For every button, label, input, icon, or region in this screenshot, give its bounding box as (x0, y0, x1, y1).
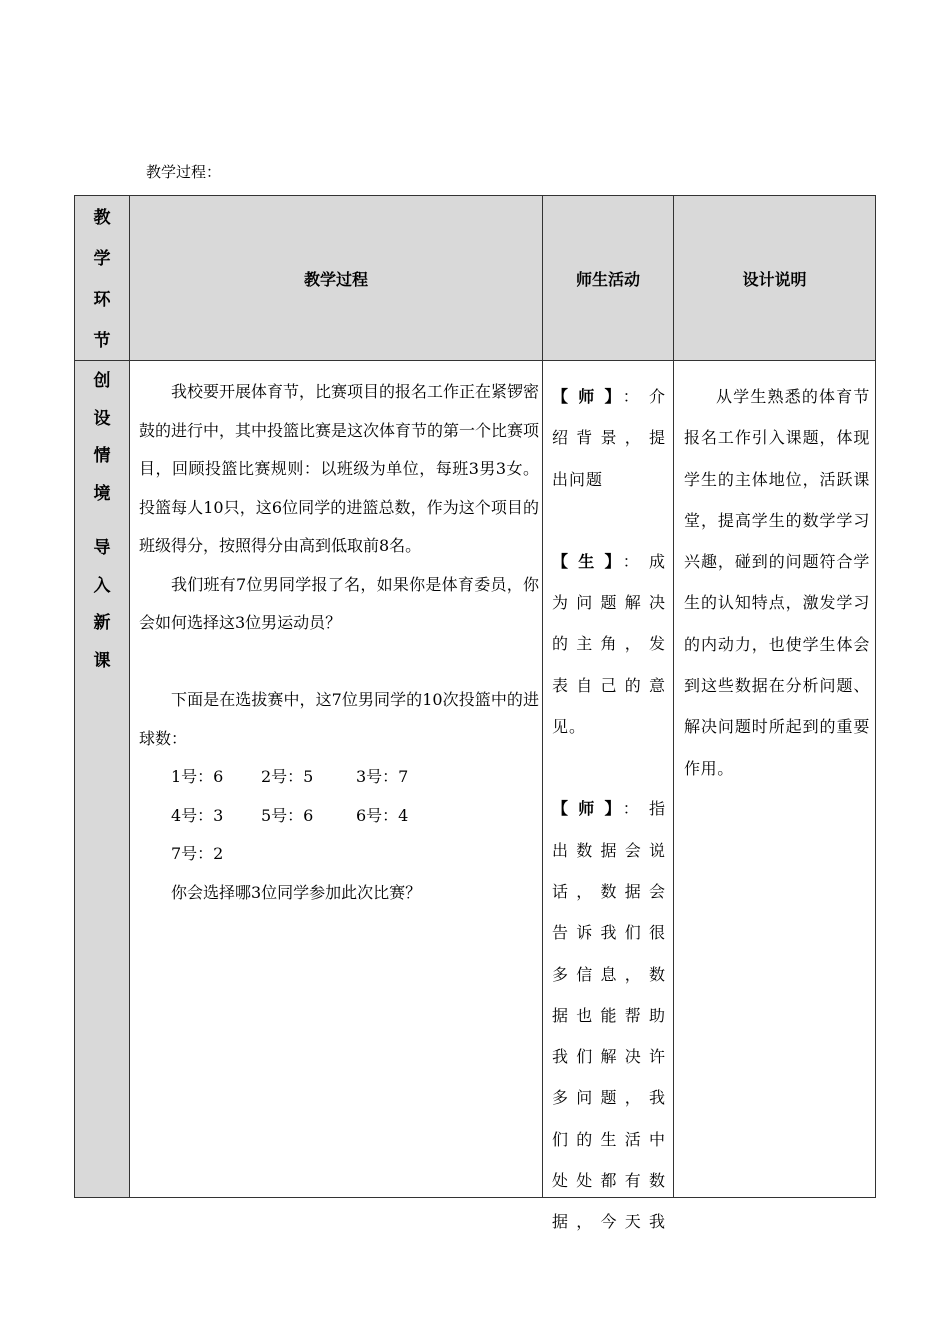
score-item: 3号：7 (356, 767, 409, 786)
stage-char: 新 (93, 613, 111, 633)
design-note: 从学生熟悉的体育节报名工作引入课题，体现学生的主体地位，活跃课堂，提高学生的数学学习兴趣，碰到的问题符合学生的认知特点，激发学习的内动力，也使学生体会到这些数据在分析问题、解决问题时所起到的重要作用。 (684, 387, 870, 778)
activity-line: 话，数据会 (552, 881, 666, 901)
stage-char: 情 (93, 446, 111, 466)
process-content (139, 373, 539, 912)
header-process: 教学过程 (303, 269, 368, 289)
activity-text: ：介 (622, 387, 666, 406)
teacher-role-label: 【师】 (552, 799, 623, 819)
activity-line: 处处都有数 (552, 1171, 666, 1191)
activity-line: 据，今天我 (552, 1212, 666, 1232)
activities-content (552, 376, 666, 1232)
activity-line: 为问题解决 (552, 593, 666, 613)
header-design: 设计说明 (742, 269, 807, 289)
activity-line: 的主角，发 (552, 634, 666, 654)
stage-char: 导 (93, 538, 111, 558)
activity-line: 据也能帮助 (552, 1005, 666, 1025)
score-row (139, 797, 539, 836)
activity-line (552, 541, 666, 582)
grid-line (75, 360, 875, 361)
spacer (552, 500, 666, 541)
activity-line: 绍背景，提 (552, 428, 666, 448)
spacer (552, 747, 666, 788)
process-paragraph: 下面是在选拔赛中，这7位男同学的10次投篮中的进球数： (139, 690, 539, 748)
score-row (139, 835, 539, 874)
activity-line (552, 376, 666, 417)
score-row (139, 758, 539, 797)
header-stage-char: 环 (93, 290, 111, 310)
activity-line: 出问题 (552, 469, 604, 489)
stage-char: 入 (93, 575, 111, 596)
process-paragraph: 我校要开展体育节，比赛项目的报名工作正在紧锣密鼓的进行中，其中投篮比赛是这次体育节的第一个比赛项目，回顾投篮比赛规则：以班级为单位，每班3男3女。投篮每人10只，这6位同学的进篮总数，作为这个项目的班级得分，按照得分由高到低取前8名。 (139, 382, 540, 555)
lesson-table (74, 195, 876, 1232)
process-paragraph: 我们班有7位男同学报了名，如果你是体育委员，你会如何选择这3位男运动员？ (139, 574, 539, 632)
design-content (684, 376, 870, 789)
blank-line (139, 643, 539, 682)
activity-line: 告诉我们很 (552, 923, 666, 943)
score-item: 5号：6 (261, 805, 314, 825)
stage-label-situation (75, 363, 129, 513)
activity-line: 表自己的意 (552, 675, 666, 695)
stage-char: 创 (93, 371, 111, 391)
activity-line: 多问题，我 (552, 1088, 666, 1108)
stage-label-intro (75, 530, 129, 680)
activity-line: 出数据会说 (552, 840, 666, 860)
stage-char: 设 (93, 408, 111, 429)
activity-text: ：指 (622, 799, 666, 819)
process-question: 你会选择哪3位同学参加此次比赛？ (171, 882, 422, 902)
activity-text: ：成 (622, 551, 666, 571)
header-activities: 师生活动 (575, 269, 640, 289)
header-stage-label (75, 198, 129, 362)
header-stage-char: 学 (93, 249, 111, 269)
header-stage-char: 教 (93, 208, 111, 228)
activity-line: 我们解决许 (552, 1047, 666, 1067)
stage-char: 课 (93, 650, 111, 671)
score-item: 6号：4 (356, 805, 409, 825)
score-item: 7号：2 (171, 844, 224, 863)
score-item: 2号：5 (261, 767, 314, 786)
score-item: 1号：6 (171, 767, 224, 786)
teacher-role-label: 【师】 (552, 387, 623, 406)
student-role-label: 【生】 (552, 551, 623, 571)
activity-line: 见。 (552, 717, 587, 737)
activity-line: 们的生活中 (552, 1129, 666, 1149)
header-stage-char: 节 (93, 331, 111, 351)
intro-label: 教学过程： (146, 163, 222, 181)
score-item: 4号：3 (171, 805, 224, 825)
activity-line: 多信息，数 (552, 964, 666, 984)
activity-line (552, 788, 666, 829)
stage-char: 境 (93, 483, 111, 504)
